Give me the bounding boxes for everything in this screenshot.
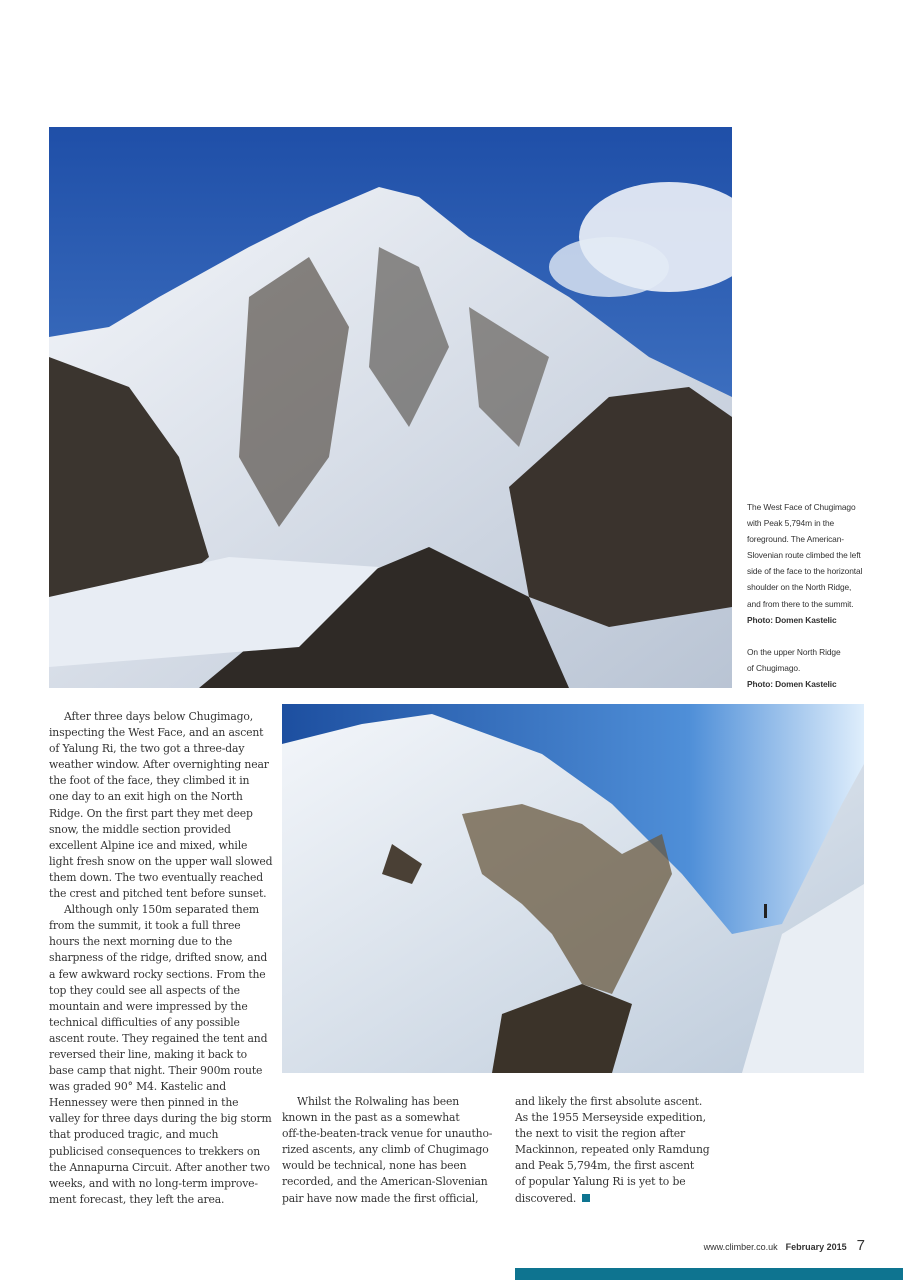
photo2-caption xyxy=(747,644,897,692)
text-line: of Yalung Ri, the two got a three-day xyxy=(49,742,245,756)
footer-issue: February 2015 xyxy=(785,1242,847,1252)
caption-line: The West Face of Chugimago xyxy=(747,502,856,512)
text-line: known in the past as a somewhat xyxy=(282,1111,460,1125)
photo1-caption xyxy=(747,499,897,628)
text-line: discovered. xyxy=(515,1191,577,1205)
text-line: snow, the middle section provided xyxy=(49,822,231,836)
text-line: After three days below Chugimago, xyxy=(64,710,254,723)
text-line: off-the-beaten-track venue for unautho- xyxy=(282,1127,493,1141)
caption-line: and from there to the summit. xyxy=(747,598,854,609)
text-line: top they could see all aspects of the xyxy=(49,983,240,997)
text-line: base camp that night. Their 900m route xyxy=(49,1064,263,1078)
text-line: and likely the first absolute ascent. xyxy=(515,1095,703,1108)
text-line: of popular Yalung Ri is yet to be xyxy=(515,1175,686,1189)
text-line: Whilst the Rolwaling has been xyxy=(297,1095,460,1108)
text-line: was graded 90° M4. Kastelic and xyxy=(49,1080,226,1094)
text-line: excellent Alpine ice and mixed, while xyxy=(49,838,248,852)
text-line: rized ascents, any climb of Chugimago xyxy=(282,1143,489,1157)
text-line: hours the next morning due to the xyxy=(49,935,233,949)
caption-line: shoulder on the North Ridge, xyxy=(747,582,852,593)
text-line: ment forecast, they left the area. xyxy=(49,1192,225,1206)
text-line: light fresh snow on the upper wall slowed xyxy=(49,854,273,868)
end-of-article-square-icon xyxy=(582,1194,590,1202)
text-line: a few awkward rocky sections. From the xyxy=(49,967,266,981)
text-line: Hennessey were then pinned in the xyxy=(49,1096,239,1110)
text-line: As the 1955 Merseyside expedition, xyxy=(515,1111,706,1125)
page-number: 7 xyxy=(856,1237,865,1254)
article-column-1 xyxy=(49,709,273,1208)
text-line: ascent route. They regained the tent and xyxy=(49,1031,268,1045)
text-line: from the summit, it took a full three xyxy=(49,919,241,933)
text-line: one day to an exit high on the North xyxy=(49,790,243,804)
caption-line: On the upper North Ridge xyxy=(747,647,841,657)
page-footer xyxy=(704,1237,865,1254)
article-column-3 xyxy=(515,1094,737,1207)
footer-url: www.climber.co.uk xyxy=(703,1242,778,1252)
text-line: technical difficulties of any possible xyxy=(49,1015,240,1029)
text-line: publicised consequences to trekkers on xyxy=(49,1144,261,1158)
text-line: the Annapurna Circuit. After another two xyxy=(49,1160,270,1174)
text-line: weather window. After overnighting near xyxy=(49,758,269,772)
caption-line: of Chugimago. xyxy=(747,663,801,674)
caption-line: side of the face to the horizontal xyxy=(747,566,863,577)
text-line: inspecting the West Face, and an ascent xyxy=(49,726,264,740)
text-line: them down. The two eventually reached xyxy=(49,870,264,884)
text-line: sharpness of the ridge, drifted snow, and xyxy=(49,951,268,965)
text-line: the next to visit the region after xyxy=(515,1127,686,1141)
text-line: recorded, and the American-Slovenian xyxy=(282,1175,488,1189)
article-column-2 xyxy=(282,1094,504,1207)
photo-north-ridge xyxy=(282,704,864,1073)
caption-line: with Peak 5,794m in the xyxy=(747,518,835,529)
text-line: Mackinnon, repeated only Ramdung xyxy=(515,1143,710,1157)
text-line: that produced tragic, and much xyxy=(49,1128,219,1142)
footer-accent-bar xyxy=(515,1268,903,1280)
photo-credit: Photo: Domen Kastelic xyxy=(747,679,837,690)
text-line: pair have now made the first official, xyxy=(282,1191,479,1205)
caption-line: Slovenian route climbed the left xyxy=(747,550,861,561)
text-line: and Peak 5,794m, the first ascent xyxy=(515,1159,695,1173)
text-line: the crest and pitched tent before sunset. xyxy=(49,887,267,901)
text-line: weeks, and with no long-term improve- xyxy=(49,1176,258,1190)
text-line: Although only 150m separated them xyxy=(64,903,259,917)
text-line: mountain and were impressed by the xyxy=(49,999,248,1013)
text-line: valley for three days during the big storm xyxy=(49,1112,272,1126)
caption-line: foreground. The American- xyxy=(747,534,844,545)
photo-west-face-chugimago xyxy=(49,127,732,688)
photo-credit: Photo: Domen Kastelic xyxy=(747,614,837,625)
text-line: the foot of the face, they climbed it in xyxy=(49,774,250,788)
text-line: Ridge. On the first part they met deep xyxy=(49,806,253,820)
paragraph xyxy=(49,902,272,1208)
text-line: would be technical, none has been xyxy=(282,1159,467,1173)
text-line: reversed their line, making it back to xyxy=(49,1047,248,1061)
paragraph xyxy=(49,709,273,902)
